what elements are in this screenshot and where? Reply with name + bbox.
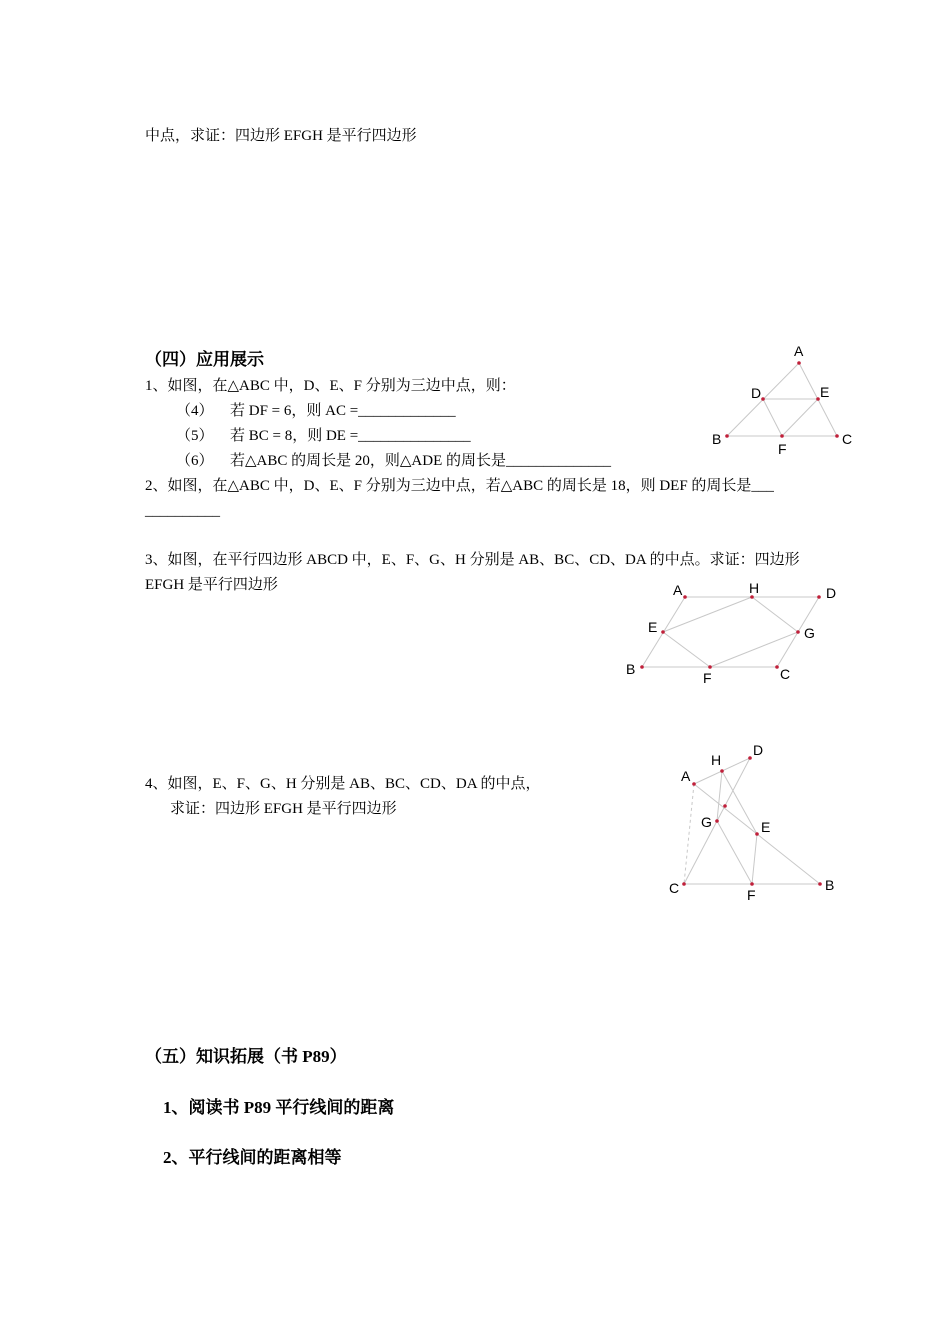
label-f: F — [778, 441, 787, 457]
label-e: E — [820, 384, 830, 400]
segment-hg — [752, 597, 798, 632]
segment-fe — [663, 632, 710, 667]
segment-eh — [663, 597, 752, 632]
segment-gf — [717, 821, 752, 884]
point-b — [818, 882, 822, 886]
section-5-item2: 2、平行线间的距离相等 — [163, 1148, 342, 1167]
label-g: G — [804, 625, 815, 641]
segment-gf — [710, 632, 798, 667]
label-h: H — [749, 580, 760, 596]
label-a: A — [681, 768, 691, 784]
section-5-title: （五）知识拓展（书 P89） — [145, 1047, 347, 1066]
q1-item6-text: 若△ABC 的周长是 20，则△ADE 的周长是______________ — [230, 453, 611, 469]
section-5-item1: 1、阅读书 P89 平行线间的距离 — [163, 1098, 395, 1117]
q4-line1: 4、如图，E、F、G、H 分别是 AB、BC、CD、DA 的中点， — [145, 776, 541, 792]
parallelogram-figure — [620, 575, 850, 690]
q1-item4-num: （4） — [176, 403, 214, 419]
label-b: B — [825, 877, 835, 893]
segment-ac — [684, 784, 694, 884]
label-f: F — [747, 887, 756, 903]
point-e — [661, 630, 665, 634]
label-c: C — [669, 880, 680, 896]
q1-stem: 1、如图，在△ABC 中，D、E、F 分别为三边中点，则： — [145, 378, 516, 394]
label-a: A — [794, 343, 804, 359]
segment-df — [763, 399, 782, 436]
q2-line1: 2、如图，在△ABC 中，D、E、F 分别为三边中点，若△ABC 的周长是 18，则 DEF 的周长是___ — [145, 478, 774, 494]
q1-item6-num: （6） — [176, 453, 214, 469]
label-f: F — [703, 670, 712, 686]
intro-line: 中点，求证：四边形 EFGH 是平行四边形 — [145, 128, 417, 144]
section-4-title: （四）应用展示 — [145, 350, 264, 369]
point-e — [755, 832, 759, 836]
label-a: A — [673, 582, 683, 598]
point-f — [750, 882, 754, 886]
quadrilateral-figure — [660, 738, 850, 908]
point-a — [797, 361, 801, 365]
point-b — [725, 434, 729, 438]
q3-line1: 3、如图，在平行四边形 ABCD 中，E、F、G、H 分别是 AB、BC、CD、DA 的中点。求证：四边形 — [145, 552, 800, 568]
point-a — [692, 782, 696, 786]
label-g: G — [701, 814, 712, 830]
point-c — [682, 882, 686, 886]
point-c — [775, 665, 779, 669]
q1-item5-text: 若 BC = 8，则 DE =_______________ — [230, 428, 471, 444]
q3-line2: EFGH 是平行四边形 — [145, 577, 278, 593]
label-b: B — [712, 431, 722, 447]
point-c — [835, 434, 839, 438]
point-g — [715, 819, 719, 823]
q2-line2: __________ — [145, 503, 220, 519]
point-f — [708, 665, 712, 669]
point-g — [796, 630, 800, 634]
label-d: D — [751, 385, 762, 401]
q4-line2: 求证：四边形 EFGH 是平行四边形 — [170, 801, 397, 817]
triangle-figure — [700, 335, 870, 460]
q1-item4-text: 若 DF = 6，则 AC =_____________ — [230, 403, 456, 419]
segment-ef — [782, 399, 818, 436]
point-f — [780, 434, 784, 438]
point-d — [748, 756, 752, 760]
point-intersection — [723, 804, 727, 808]
label-b: B — [626, 661, 636, 677]
label-d: D — [826, 585, 837, 601]
point-h — [720, 769, 724, 773]
point-d — [817, 595, 821, 599]
label-c: C — [780, 666, 791, 682]
label-e: E — [648, 619, 658, 635]
segment-fe — [752, 834, 757, 884]
label-d: D — [753, 742, 764, 758]
label-h: H — [711, 752, 722, 768]
point-d — [761, 397, 765, 401]
point-a — [683, 595, 687, 599]
label-e: E — [761, 819, 771, 835]
label-c: C — [842, 431, 853, 447]
point-b — [640, 665, 644, 669]
q1-item5-num: （5） — [176, 428, 214, 444]
